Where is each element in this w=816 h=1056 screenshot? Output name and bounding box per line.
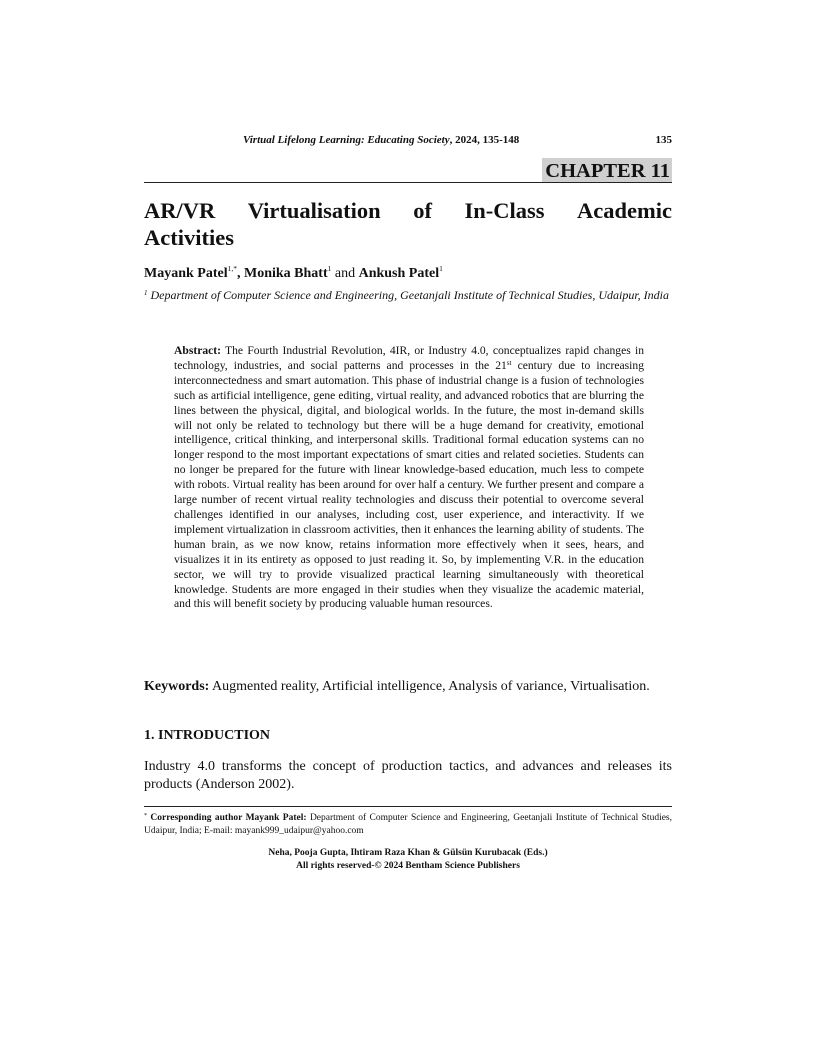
title-word: AR/VR <box>144 198 216 223</box>
footnote-label: Corresponding author Mayank Patel: <box>147 813 307 823</box>
author-name: Monika Bhatt <box>243 266 328 281</box>
author-affiliation-mark: 1,* <box>227 264 237 273</box>
footnote-mark: * <box>144 813 147 819</box>
title-word: In-Class <box>464 198 545 223</box>
affiliation <box>144 285 672 303</box>
author-name: Mayank Patel <box>144 266 228 281</box>
journal-details: , 2024, 135-148 <box>449 134 520 146</box>
journal-citation <box>243 134 519 146</box>
title-line-2: Activities <box>144 225 234 250</box>
editors-notice <box>144 847 672 872</box>
chapter-label: CHAPTER 11 <box>542 158 672 183</box>
keywords-text: Augmented reality, Artificial intelligence, Analysis of variance, Virtualisation. <box>209 679 650 694</box>
title-line-1 <box>144 197 672 224</box>
journal-title: Virtual Lifelong Learning: Educating Society <box>243 134 450 146</box>
abstract-text: century due to increasing interconnectedness and smart automation. This phase of industrial change is a fusion of technologies such as artificial intelligence, gene editing, virtual reality, and advanced robotics that are blurring the lines between the physical, digital, and biological worlds. In the future, the most in-demand skills will not only be related to technology but there will be a huge demand for creativity, emotional intelligence, critical thinking, and interpersonal skills. Traditional formal education systems can no longer respond to the most important expectations of smart cities and related societies. Students can no longer be prepared for the future with linear knowledge-based education, much less to compete with robots. Virtual reality has been around for over half a century. We further present and compare a large number of recent virtual reality technologies and discuss their potential to overcome several challenges identified in our analyses, including cost, user experience, and interactivity. If we implement virtualization in classroom activities, then it enhances the learning ability of students. The human brain, as we now know, retains information more effectively when it sees, hears, and visualizes it in its entirety as opposed to just reading it. So, by implementing V.R. in the education sector, we will try to provide visualized practical learning simultaneously with theoretical knowledge. Students are more engaged in their studies when they visualize the academic material, and this will benefit society by producing valuable human resources. <box>174 358 644 611</box>
body-paragraph: Industry 4.0 transforms the concept of production tactics, and advances and releases its products (Anderson 2002). <box>144 759 672 792</box>
editors-line: Neha, Pooja Gupta, Ihtiram Raza Khan & Gülsün Kurubacak (Eds.) <box>268 848 548 858</box>
author-affiliation-mark: 1 <box>439 264 443 273</box>
title-word: Virtualisation <box>247 198 381 223</box>
abstract-label: Abstract: <box>174 344 222 357</box>
section-heading: 1. INTRODUCTION <box>144 728 271 743</box>
author-list <box>144 260 443 283</box>
paper-title <box>144 197 672 251</box>
page-number: 135 <box>655 134 672 146</box>
affiliation-mark: 1 <box>144 289 148 297</box>
keywords <box>144 678 672 696</box>
copyright-line: All rights reserved-© 2024 Bentham Science Publishers <box>296 860 520 871</box>
title-word: of <box>413 198 432 223</box>
title-word: Academic <box>577 198 672 223</box>
header-rule <box>144 182 672 183</box>
author-separator: , <box>236 266 244 281</box>
abstract-text: The Fourth Industrial Revolution, 4IR, or Industry 4.0, conceptualizes rapid changes in technology, industries, and social patterns and processes in the 21 <box>174 344 644 372</box>
author-affiliation-mark: 1 <box>327 264 332 273</box>
footnote-text: Department of Computer Science and Engineering, Geetanjali Institute of Technical Studies, Udaipur, India; E-mail: mayank999_udaipur@yahoo.com <box>144 813 672 836</box>
ordinal-suffix: st <box>506 358 512 367</box>
affiliation-text: Department of Computer Science and Engineering, Geetanjali Institute of Technical Studies, Udaipur, India <box>147 288 669 302</box>
abstract <box>174 344 644 612</box>
keywords-label: Keywords: <box>144 679 210 694</box>
corresponding-author-footnote <box>144 810 672 837</box>
author-name: Ankush Patel <box>358 266 440 281</box>
author-separator: and <box>331 266 359 281</box>
footnote-rule <box>144 806 672 807</box>
